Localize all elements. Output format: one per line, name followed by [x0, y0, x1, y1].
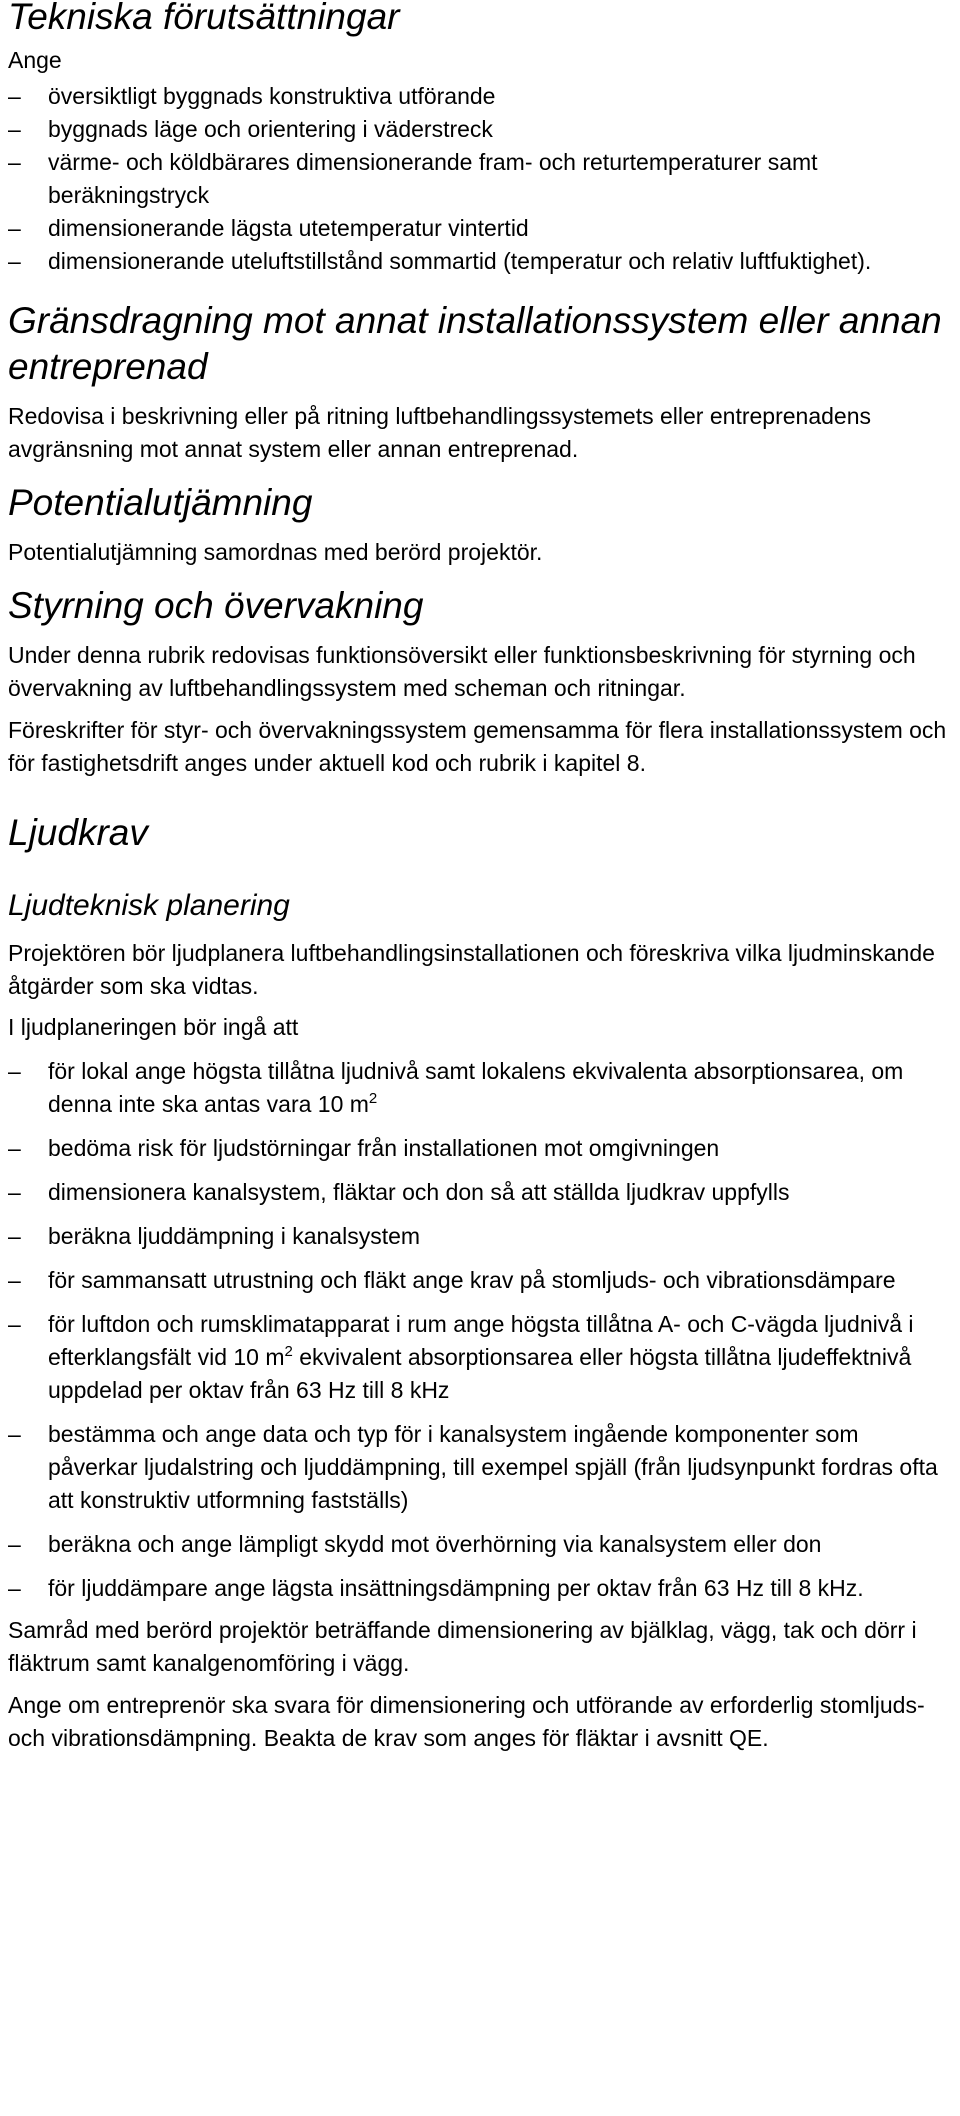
- dash-icon: –: [8, 215, 21, 241]
- ljud-paragraph-4: Ange om entreprenör ska svara för dimensionering och utförande av erforderlig stomljuds- och vibrationsdämpning. Beakta de krav som anges för fläktar i avsnitt QE.: [8, 1692, 925, 1751]
- dash-icon: –: [8, 1267, 21, 1293]
- list-item: – dimensionerande uteluftstillstånd sommartid (temperatur och relativ luftfuktighet).: [8, 245, 952, 278]
- dash-icon: –: [8, 1311, 21, 1337]
- list-item: – översiktligt byggnads konstruktiva utförande: [8, 80, 952, 113]
- subheading-ljudteknisk-planering: Ljudteknisk planering: [8, 889, 290, 922]
- list-item: – beräkna och ange lämpligt skydd mot överhörning via kanalsystem eller don: [8, 1528, 952, 1561]
- heading-gransdragning: Gränsdragning mot annat installationssystem eller annan entreprenad: [8, 300, 942, 387]
- dash-icon: –: [8, 149, 21, 175]
- list-item: – värme- och köldbärares dimensionerande fram- och returtemperaturer samt beräkningstryck: [8, 146, 952, 212]
- styrning-paragraph-2: Föreskrifter för styr- och övervakningssystem gemensamma för flera installationssystem och för fastighetsdrift anges under aktuell kod och rubrik i kapitel 8.: [8, 717, 947, 776]
- dash-icon: –: [8, 1135, 21, 1161]
- heading-tekniska-forutsattningar: Tekniska förutsättningar: [8, 0, 400, 37]
- ljudplanering-list: [8, 1055, 952, 1605]
- dash-icon: –: [8, 1531, 21, 1557]
- list-item: – för lokal ange högsta tillåtna ljudnivå samt lokalens ekvivalenta absorptionsarea, om denna inte ska antas vara 10 $m^2$: [8, 1055, 952, 1121]
- dash-icon: –: [8, 1575, 21, 1601]
- list-item: – för luftdon och rumsklimatapparat i rum ange högsta tillåtna A- och C-vägda ljudnivå i efterklangsfält vid 10 $m^2$ ekvivalent absorptionsarea eller högsta tillåtna ljudeffektnivå uppdelad per oktav från 63 Hz till 8 kHz: [8, 1308, 952, 1407]
- gransdragning-body: Redovisa i beskrivning eller på ritning luftbehandlingssystemets eller entreprenadens avgränsning mot annat system eller annan entreprenad.: [8, 403, 871, 462]
- heading-styrning-och-overvakning: Styrning och övervakning: [8, 585, 424, 626]
- dash-icon: –: [8, 1179, 21, 1205]
- list-item: – för sammansatt utrustning och fläkt ange krav på stomljuds- och vibrationsdämpare: [8, 1264, 952, 1297]
- potentialutjamning-body: Potentialutjämning samordnas med berörd projektör.: [8, 539, 543, 565]
- list-item: – för ljuddämpare ange lägsta insättningsdämpning per oktav från 63 Hz till 8 kHz.: [8, 1572, 952, 1605]
- dash-icon: –: [8, 116, 21, 142]
- list-item: – bedöma risk för ljudstörningar från installationen mot omgivningen: [8, 1132, 952, 1165]
- requirements-list: [8, 80, 952, 278]
- heading-ljudkrav: Ljudkrav: [8, 812, 148, 853]
- list-item: – dimensionerande lägsta utetemperatur vintertid: [8, 212, 952, 245]
- ljud-paragraph-3: Samråd med berörd projektör beträffande dimensionering av bjälklag, vägg, tak och dörr i fläktrum samt kanalgenomföring i vägg.: [8, 1617, 917, 1676]
- list-item: – dimensionera kanalsystem, fläktar och don så att ställda ljudkrav uppfylls: [8, 1176, 952, 1209]
- dash-icon: –: [8, 1223, 21, 1249]
- heading-potentialutjamning: Potentialutjämning: [8, 482, 313, 523]
- ljud-paragraph-1: Projektören bör ljudplanera luftbehandlingsinstallationen och föreskriva vilka ljudminskande åtgärder som ska vidtas.: [8, 940, 935, 999]
- dash-icon: –: [8, 83, 21, 109]
- list-item: – bestämma och ange data och typ för i kanalsystem ingående komponenter som påverkar ljudalstring och ljuddämpning, till exempel spjäll (från ljudsynpunkt fordras ofta att konstruktiv utformning fastställs): [8, 1418, 952, 1517]
- dash-icon: –: [8, 1058, 21, 1084]
- intro-ange: Ange: [8, 47, 62, 73]
- styrning-paragraph-1: Under denna rubrik redovisas funktionsöversikt eller funktionsbeskrivning för styrning och övervakning av luftbehandlingssystem med scheman och ritningar.: [8, 642, 916, 701]
- list-item: – byggnads läge och orientering i väderstreck: [8, 113, 952, 146]
- list-item: – beräkna ljuddämpning i kanalsystem: [8, 1220, 952, 1253]
- ljud-paragraph-2: I ljudplaneringen bör ingå att: [8, 1014, 299, 1040]
- dash-icon: –: [8, 1421, 21, 1447]
- dash-icon: –: [8, 248, 21, 274]
